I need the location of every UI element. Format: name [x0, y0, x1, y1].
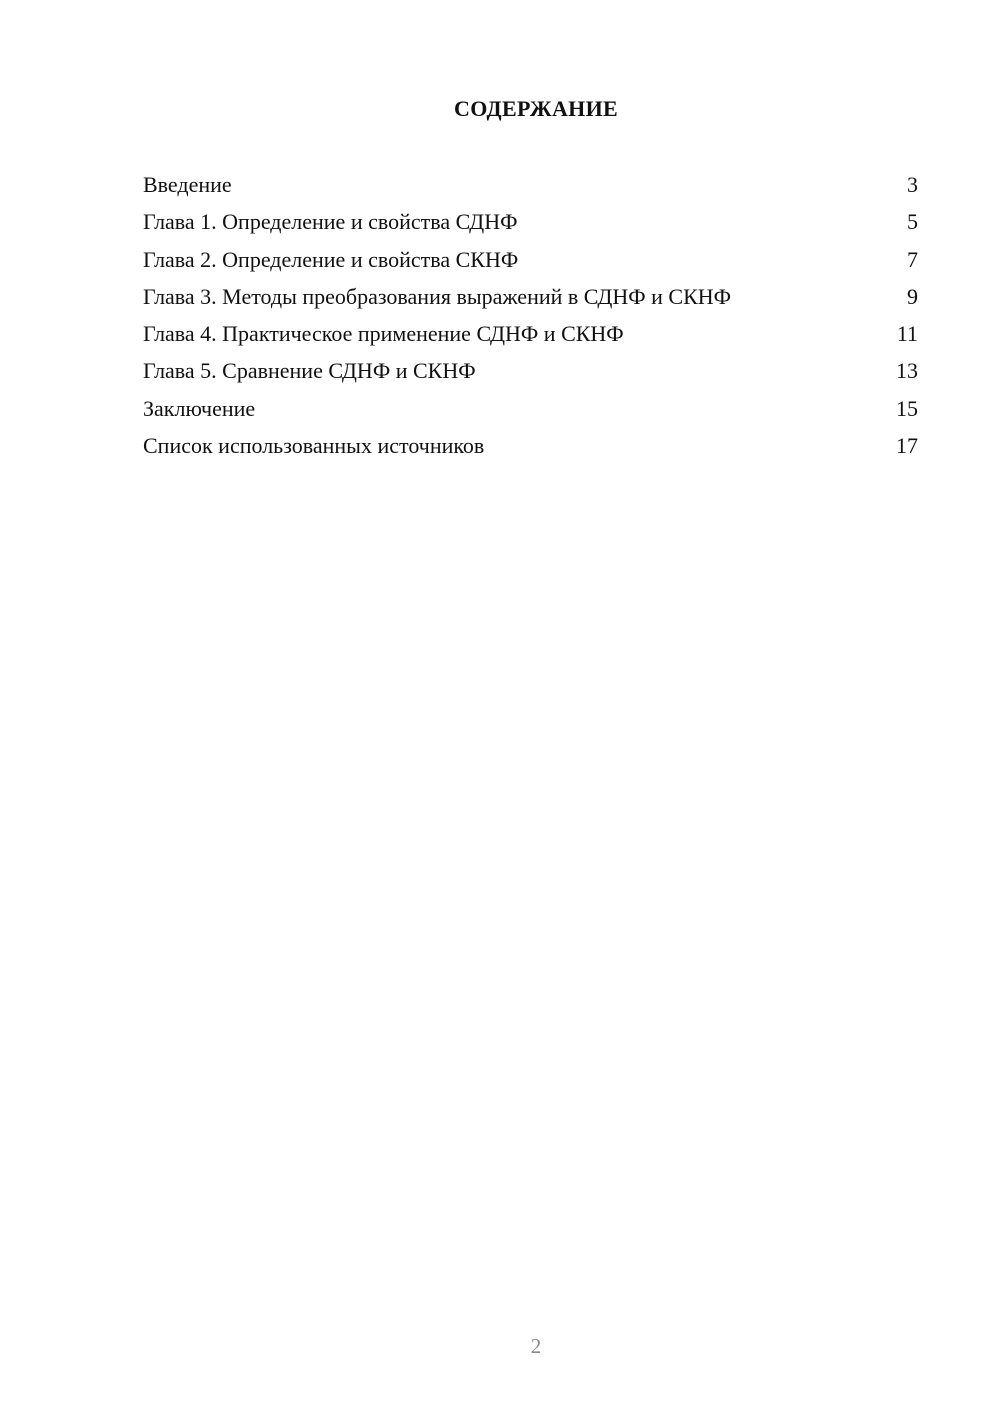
toc-item-label: Глава 1. Определение и свойства СДНФ — [143, 209, 518, 235]
toc-item-page: 15 — [896, 395, 918, 421]
toc-item-label: Глава 5. Сравнение СДНФ и СКНФ — [143, 358, 476, 384]
toc-item-label: Глава 4. Практическое применение СДНФ и СКНФ — [143, 321, 624, 347]
toc-item — [143, 431, 918, 468]
toc-item — [143, 282, 918, 319]
toc-item — [143, 245, 918, 282]
toc-item-page: 7 — [907, 246, 918, 272]
toc-item-page: 17 — [896, 433, 918, 459]
toc-item-page: 5 — [907, 209, 918, 235]
toc-item — [143, 207, 918, 244]
page-title: СОДЕРЖАНИЕ — [454, 96, 618, 121]
toc-item-page: 11 — [896, 321, 918, 347]
toc-item-page: 13 — [896, 358, 918, 384]
toc-item-page: 9 — [907, 283, 918, 309]
toc-item — [143, 319, 918, 356]
toc-item-label: Глава 3. Методы преобразования выражений в СДНФ и СКНФ — [143, 283, 732, 309]
toc-item-label: Глава 2. Определение и свойства СКНФ — [143, 246, 519, 272]
toc-item-label: Введение — [143, 172, 232, 197]
toc-item — [143, 356, 918, 393]
table-of-contents — [143, 170, 918, 468]
toc-item — [143, 394, 918, 431]
toc-item — [143, 170, 918, 207]
toc-item-label: Заключение — [143, 395, 256, 421]
page-number: 2 — [530, 1334, 542, 1358]
toc-item-label: Список использованных источников — [143, 433, 485, 459]
toc-item-page: 3 — [907, 172, 918, 197]
